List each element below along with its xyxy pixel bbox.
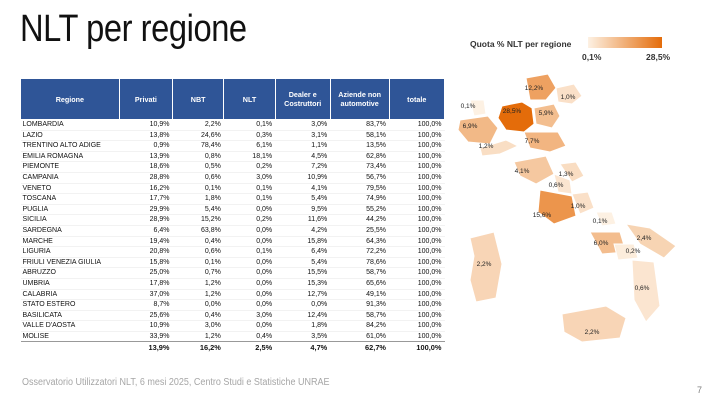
map-region [498, 102, 534, 132]
value-cell: 3,1% [311, 131, 328, 139]
value-cell: 6,4% [311, 248, 328, 256]
value-cell: 1,8% [204, 195, 221, 203]
value-cell: 0,9% [153, 142, 170, 150]
value-cell: 0,0% [311, 301, 328, 309]
header-dealer: Dealer e Costruttori [275, 79, 330, 120]
value-cell: 19,4% [149, 237, 170, 245]
table-row [21, 247, 445, 258]
map-value-label: 4,1% [514, 168, 530, 175]
table-row [21, 151, 445, 162]
table-body [21, 120, 445, 342]
value-cell: 1,1% [311, 142, 328, 150]
table-row [21, 204, 445, 215]
region-name-cell: LAZIO [22, 131, 43, 139]
table-row [21, 141, 445, 152]
map-value-label: 2,2% [476, 261, 492, 268]
header-regione: Regione [21, 79, 120, 120]
table-row [21, 215, 445, 226]
header-privati: Privati [119, 79, 172, 120]
value-cell: 3,0% [311, 121, 328, 128]
table-row [21, 268, 445, 279]
map-value-label: 28,5% [502, 108, 522, 115]
value-cell: 100,0% [417, 290, 442, 298]
value-cell: 100,0% [417, 152, 442, 160]
table-row [21, 310, 445, 321]
value-cell: 13,5% [366, 142, 387, 150]
total-cell: 4,7% [275, 342, 330, 354]
map-value-label: 1,2% [478, 143, 494, 150]
value-cell: 0,0% [256, 205, 273, 213]
value-cell: 3,0% [256, 173, 273, 181]
value-cell: 0,0% [256, 269, 273, 277]
map-value-label: 1,3% [558, 171, 574, 178]
value-cell: 63,8% [201, 226, 221, 234]
value-cell: 29,9% [149, 205, 170, 213]
table-row [21, 236, 445, 247]
value-cell: 55,2% [366, 205, 387, 213]
value-cell: 15,5% [307, 269, 328, 277]
region-table [20, 78, 445, 353]
legend-max-label: 28,5% [646, 52, 671, 62]
table-row [21, 300, 445, 311]
value-cell: 16,2% [149, 184, 170, 192]
value-cell: 100,0% [417, 237, 442, 245]
total-cell [21, 342, 120, 354]
italy-map [450, 66, 710, 366]
region-name-cell: STATO ESTERO [22, 301, 76, 309]
table-row [21, 183, 445, 194]
footer-source: Osservatorio Utilizzatori NLT, 6 mesi 2025, Centro Studi e Statistiche UNRAE [22, 377, 330, 388]
map-value-label: 5,9% [538, 110, 554, 117]
value-cell: 0,0% [256, 279, 273, 287]
value-cell: 18,6% [149, 163, 170, 171]
map-value-label: 2,4% [636, 235, 652, 242]
header-nbt: NBT [172, 79, 223, 120]
value-cell: 12,4% [307, 311, 328, 319]
value-cell: 64,3% [366, 237, 387, 245]
map-value-label: 12,2% [524, 85, 544, 92]
header-totale: totale [389, 79, 444, 120]
value-cell: 0,0% [256, 258, 273, 266]
value-cell: 6,4% [153, 226, 170, 234]
region-name-cell: MARCHE [22, 237, 53, 245]
region-name-cell: LIGURIA [22, 248, 51, 256]
header-nlt: NLT [224, 79, 275, 120]
value-cell: 0,6% [204, 248, 221, 256]
value-cell: 0,2% [256, 163, 273, 171]
map-value-label: 1,0% [570, 203, 586, 210]
value-cell: 0,1% [256, 248, 273, 256]
value-cell: 78,6% [366, 258, 387, 266]
value-cell: 74,9% [366, 195, 387, 203]
value-cell: 100,0% [417, 332, 442, 340]
map-value-label: 2,2% [584, 329, 600, 336]
value-cell: 12,7% [307, 290, 328, 298]
map-value-label: 0,6% [548, 182, 564, 189]
total-cell: 62,7% [330, 342, 389, 354]
table-total-row [21, 342, 445, 354]
value-cell: 62,8% [366, 152, 387, 160]
map-value-label: 6,9% [462, 123, 478, 130]
value-cell: 56,7% [366, 173, 387, 181]
value-cell: 100,0% [417, 279, 442, 287]
value-cell: 100,0% [417, 322, 442, 330]
value-cell: 0,7% [204, 269, 221, 277]
table-row [21, 120, 445, 131]
value-cell: 2,2% [204, 121, 221, 128]
value-cell: 61,0% [366, 332, 387, 340]
table-row [21, 321, 445, 332]
value-cell: 100,0% [417, 248, 442, 256]
region-name-cell: CAMPANIA [22, 173, 59, 181]
value-cell: 65,6% [366, 279, 387, 287]
legend-gradient [588, 37, 662, 48]
value-cell: 58,7% [366, 269, 387, 277]
value-cell: 20,8% [149, 248, 170, 256]
value-cell: 1,2% [204, 332, 221, 340]
region-name-cell: ABRUZZO [22, 269, 56, 277]
value-cell: 58,7% [366, 311, 387, 319]
value-cell: 37,0% [149, 290, 170, 298]
value-cell: 72,2% [366, 248, 387, 256]
region-name-cell: VENETO [22, 184, 52, 192]
value-cell: 100,0% [417, 142, 442, 150]
value-cell: 8,7% [153, 301, 170, 309]
value-cell: 78,4% [201, 142, 221, 150]
value-cell: 100,0% [417, 173, 442, 181]
table-row [21, 289, 445, 300]
table-row [21, 257, 445, 268]
value-cell: 4,1% [311, 184, 328, 192]
table-header-row [21, 79, 445, 120]
value-cell: 0,5% [204, 163, 221, 171]
value-cell: 0,0% [204, 301, 221, 309]
value-cell: 10,9% [149, 121, 170, 128]
value-cell: 0,0% [256, 237, 273, 245]
region-name-cell: UMBRIA [22, 279, 50, 287]
value-cell: 24,6% [201, 131, 221, 139]
table-row [21, 331, 445, 342]
value-cell: 0,3% [256, 131, 273, 139]
value-cell: 10,9% [307, 173, 328, 181]
value-cell: 9,5% [311, 205, 328, 213]
table-row [21, 130, 445, 141]
value-cell: 58,1% [366, 131, 387, 139]
table-row [21, 172, 445, 183]
value-cell: 11,6% [307, 216, 328, 224]
value-cell: 4,2% [311, 226, 328, 234]
value-cell: 100,0% [417, 163, 442, 171]
map-value-label: 0,6% [634, 285, 650, 292]
value-cell: 100,0% [417, 195, 442, 203]
map-region [458, 116, 498, 144]
value-cell: 73,4% [366, 163, 387, 171]
value-cell: 15,3% [307, 279, 328, 287]
value-cell: 18,1% [252, 152, 273, 160]
value-cell: 3,0% [204, 322, 221, 330]
value-cell: 0,0% [256, 322, 273, 330]
value-cell: 33,9% [149, 332, 170, 340]
value-cell: 15,2% [201, 216, 221, 224]
legend-min-label: 0,1% [582, 52, 602, 62]
region-name-cell: PUGLIA [22, 205, 49, 213]
table-row [21, 278, 445, 289]
value-cell: 0,0% [256, 226, 273, 234]
region-name-cell: EMILIA ROMAGNA [22, 152, 84, 160]
map-regions [458, 74, 676, 342]
value-cell: 1,2% [204, 279, 221, 287]
value-cell: 100,0% [417, 311, 442, 319]
total-cell: 2,5% [224, 342, 275, 354]
value-cell: 79,5% [366, 184, 387, 192]
value-cell: 100,0% [417, 121, 442, 128]
value-cell: 44,2% [366, 216, 387, 224]
value-cell: 6,1% [256, 142, 273, 150]
region-name-cell: CALABRIA [22, 290, 58, 298]
value-cell: 28,8% [149, 173, 170, 181]
region-name-cell: SARDEGNA [22, 226, 62, 234]
value-cell: 10,9% [149, 322, 170, 330]
value-cell: 0,2% [256, 216, 273, 224]
value-cell: 17,8% [149, 279, 170, 287]
region-name-cell: LOMBARDIA [22, 121, 64, 128]
region-name-cell: TRENTINO ALTO ADIGE [22, 142, 101, 150]
value-cell: 1,8% [311, 322, 328, 330]
region-name-cell: SICILIA [22, 216, 47, 224]
value-cell: 100,0% [417, 226, 442, 234]
value-cell: 13,9% [149, 152, 170, 160]
map-value-label: 0,1% [592, 218, 608, 225]
map-value-label: 0,2% [625, 248, 641, 255]
value-cell: 13,8% [149, 131, 170, 139]
region-name-cell: PIEMONTE [22, 163, 60, 171]
region-name-cell: MOLISE [22, 332, 49, 340]
page-title: NLT per regione [20, 8, 247, 50]
value-cell: 28,9% [149, 216, 170, 224]
value-cell: 15,8% [307, 237, 328, 245]
value-cell: 25,0% [149, 269, 170, 277]
value-cell: 0,1% [256, 121, 273, 128]
value-cell: 15,8% [149, 258, 170, 266]
value-cell: 25,6% [149, 311, 170, 319]
map-region [562, 306, 626, 342]
value-cell: 7,2% [311, 163, 328, 171]
map-value-label: 1,0% [560, 94, 576, 101]
value-cell: 83,7% [366, 121, 387, 128]
table-row [21, 162, 445, 173]
map-value-label: 15,6% [532, 212, 552, 219]
region-name-cell: VALLE D'AOSTA [22, 322, 76, 330]
region-name-cell: FRIULI VENEZIA GIULIA [22, 258, 102, 266]
value-cell: 0,1% [256, 184, 273, 192]
table-row [21, 225, 445, 236]
value-cell: 0,1% [256, 195, 273, 203]
header-aziende: Aziende non automotive [330, 79, 389, 120]
total-cell: 16,2% [172, 342, 223, 354]
value-cell: 4,5% [311, 152, 328, 160]
value-cell: 3,5% [311, 332, 328, 340]
value-cell: 91,3% [366, 301, 387, 309]
total-cell: 13,9% [119, 342, 172, 354]
value-cell: 84,2% [366, 322, 387, 330]
value-cell: 0,1% [204, 258, 221, 266]
total-cell: 100,0% [389, 342, 444, 354]
value-cell: 25,5% [366, 226, 387, 234]
value-cell: 0,8% [204, 152, 221, 160]
value-cell: 0,4% [204, 237, 221, 245]
value-cell: 0,0% [256, 301, 273, 309]
value-cell: 3,0% [256, 311, 273, 319]
page-number: 7 [697, 385, 703, 395]
map-value-label: 7,7% [524, 138, 540, 145]
value-cell: 0,1% [204, 184, 221, 192]
region-name-cell: TOSCANA [22, 195, 57, 203]
value-cell: 100,0% [417, 205, 442, 213]
value-cell: 1,2% [204, 290, 221, 298]
value-cell: 100,0% [417, 184, 442, 192]
value-cell: 100,0% [417, 269, 442, 277]
value-cell: 17,7% [149, 195, 170, 203]
value-cell: 5,4% [311, 258, 328, 266]
value-cell: 100,0% [417, 301, 442, 309]
map-value-label: 6,0% [593, 240, 609, 247]
map-value-label: 0,1% [460, 103, 476, 110]
value-cell: 100,0% [417, 258, 442, 266]
region-name-cell: BASILICATA [22, 311, 62, 319]
value-cell: 100,0% [417, 216, 442, 224]
legend-title: Quota % NLT per regione [470, 39, 572, 49]
value-cell: 0,6% [204, 173, 221, 181]
table-row [21, 194, 445, 205]
value-cell: 5,4% [311, 195, 328, 203]
value-cell: 0,0% [256, 290, 273, 298]
value-cell: 0,4% [256, 332, 273, 340]
value-cell: 0,4% [204, 311, 221, 319]
value-cell: 5,4% [204, 205, 221, 213]
value-cell: 49,1% [366, 290, 387, 298]
value-cell: 100,0% [417, 131, 442, 139]
